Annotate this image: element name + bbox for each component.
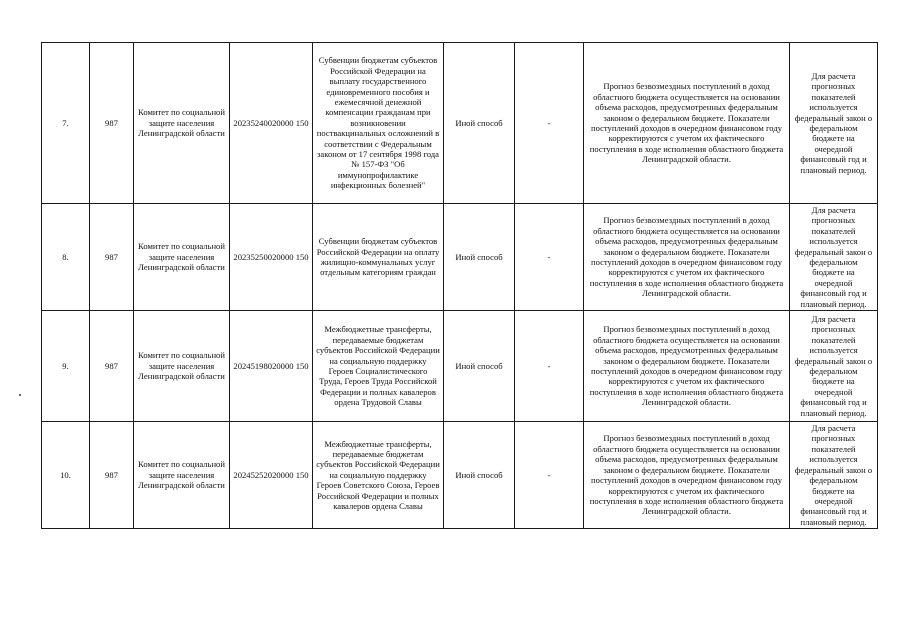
administrator-name: Комитет по социальной защите населения Ленинградской области xyxy=(134,204,230,311)
row-number: 7. xyxy=(42,43,90,204)
admin-code: 987 xyxy=(90,422,134,529)
revenue-name: Субвенции бюджетам субъектов Российской Федерации на выплату государственного единовременного пособия и ежемесячной денежной компенсации гражданам при возникновении поствакцинальных осложнений в соответствии с Федеральным законом от 17 сентября 1998 года № 157-ФЗ "Об иммунопрофилактике инфекционных болезней" xyxy=(313,43,444,204)
indicator-description: Для расчета прогнозных показателей используется федеральный закон о федеральном бюджете на очередной финансовый год и плановый период. xyxy=(790,43,878,204)
table-row xyxy=(42,43,878,204)
formula-cell: - xyxy=(515,204,584,311)
administrator-name: Комитет по социальной защите населения Ленинградской области xyxy=(134,311,230,422)
revenue-name: Межбюджетные трансферты, передаваемые бюджетам субъектов Российской Федерации на социальную поддержку Героев Советского Союза, Героев Российской Федерации и полных кавалеров ордена Славы xyxy=(313,422,444,529)
formula-cell: - xyxy=(515,422,584,529)
indicator-description: Для расчета прогнозных показателей используется федеральный закон о федеральном бюджете на очередной финансовый год и плановый период. xyxy=(790,204,878,311)
table-row xyxy=(42,422,878,529)
revenue-name: Межбюджетные трансферты, передаваемые бюджетам субъектов Российской Федерации на социальную поддержку Героев Социалистического Труда, Героев Труда Российской Федерации и полных кавалеров ордена Трудовой Славы xyxy=(313,311,444,422)
admin-code: 987 xyxy=(90,43,134,204)
forecast-algorithm: Прогноз безвозмездных поступлений в доход областного бюджета осуществляется на основании объема расходов, предусмотренных федеральным законом о федеральном бюджете. Показатели поступлений доходов в очередном финансовом году корректируются с учетом их фактического поступления в ходе исполнения областного бюджета Ленинградской области. xyxy=(584,43,790,204)
administrator-name: Комитет по социальной защите населения Ленинградской области xyxy=(134,43,230,204)
budget-classification-code: 20235240020000 150 xyxy=(230,43,313,204)
forecast-algorithm: Прогноз безвозмездных поступлений в доход областного бюджета осуществляется на основании объема расходов, предусмотренных федеральным законом о федеральном бюджете. Показатели поступлений доходов в очередном финансовом году корректируются с учетом их фактического поступления в ходе исполнения областного бюджета Ленинградской области. xyxy=(584,422,790,529)
budget-classification-code: 20245252020000 150 xyxy=(230,422,313,529)
row-number: 9. xyxy=(42,311,90,422)
admin-code: 987 xyxy=(90,204,134,311)
row-number: 10. xyxy=(42,422,90,529)
forecast-method: Иной способ xyxy=(444,422,515,529)
revenue-forecast-table xyxy=(41,42,878,529)
formula-cell: - xyxy=(515,311,584,422)
revenue-name: Субвенции бюджетам субъектов Российской Федерации на оплату жилищно-коммунальных услуг отдельным категориям граждан xyxy=(313,204,444,311)
administrator-name: Комитет по социальной защите населения Ленинградской области xyxy=(134,422,230,529)
table-row xyxy=(42,204,878,311)
scan-artifact-dot xyxy=(19,394,21,396)
forecast-method: Иной способ xyxy=(444,204,515,311)
forecast-method: Иной способ xyxy=(444,311,515,422)
indicator-description: Для расчета прогнозных показателей используется федеральный закон о федеральном бюджете на очередной финансовый год и плановый период. xyxy=(790,422,878,529)
formula-cell: - xyxy=(515,43,584,204)
budget-classification-code: 20235250020000 150 xyxy=(230,204,313,311)
indicator-description: Для расчета прогнозных показателей используется федеральный закон о федеральном бюджете на очередной финансовый год и плановый период. xyxy=(790,311,878,422)
forecast-algorithm: Прогноз безвозмездных поступлений в доход областного бюджета осуществляется на основании объема расходов, предусмотренных федеральным законом о федеральном бюджете. Показатели поступлений доходов в очередном финансовом году корректируются с учетом их фактического поступления в ходе исполнения областного бюджета Ленинградской области. xyxy=(584,204,790,311)
table-row xyxy=(42,311,878,422)
forecast-algorithm: Прогноз безвозмездных поступлений в доход областного бюджета осуществляется на основании объема расходов, предусмотренных федеральным законом о федеральном бюджете. Показатели поступлений доходов в очередном финансовом году корректируются с учетом их фактического поступления в ходе исполнения областного бюджета Ленинградской области. xyxy=(584,311,790,422)
row-number: 8. xyxy=(42,204,90,311)
budget-classification-code: 20245198020000 150 xyxy=(230,311,313,422)
admin-code: 987 xyxy=(90,311,134,422)
forecast-method: Иной способ xyxy=(444,43,515,204)
